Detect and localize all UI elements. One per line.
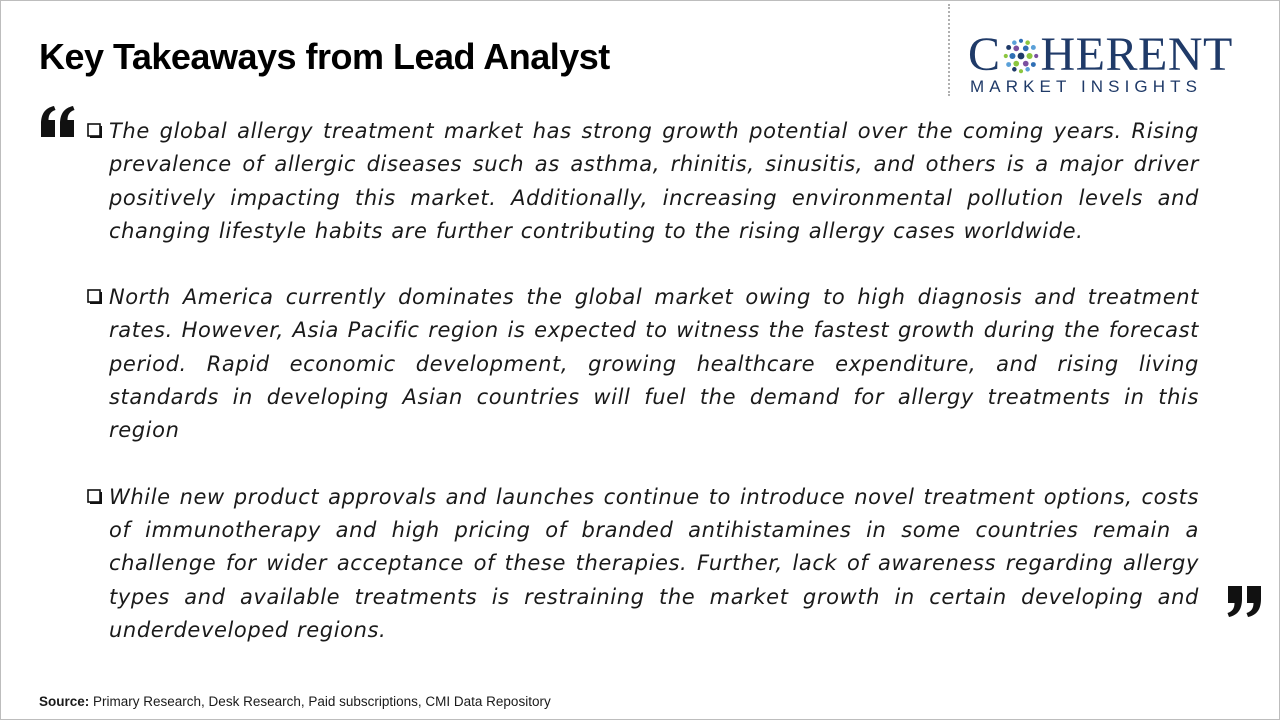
takeaway-text: North America currently dominates the global market owing to high diagnosis and treatment rates. However, Asia Pacific region is expected to witness the fastest growth during the forecast period. Rapid economic development, growing healthcare expenditure, and rising living standards in developing Asian countries will fuel the demand for allergy treatments in this region (109, 285, 1199, 443)
takeaway-item (86, 481, 1199, 647)
hollow-square-bullet-icon (87, 123, 102, 138)
close-quote-icon (1223, 580, 1263, 620)
takeaway-item (86, 115, 1199, 248)
source-text: Primary Research, Desk Research, Paid subscriptions, CMI Data Repository (93, 694, 551, 709)
hollow-square-bullet-icon (87, 489, 102, 504)
hollow-square-bullet-icon (87, 289, 102, 304)
coherent-market-insights-logo (968, 30, 1260, 98)
source-note (39, 694, 551, 709)
logo-dot-globe-icon (1002, 37, 1040, 75)
logo-divider (948, 4, 950, 96)
takeaway-text: The global allergy treatment market has strong growth potential over the coming years. Rising prevalence of allergic diseases such as asthma, rhinitis, sinusitis, and others is a major driver positively impacting this market. Additionally, increasing environmental pollution levels and changing lifestyle habits are further contributing to the rising allergy cases worldwide. (109, 119, 1199, 243)
takeaway-item (86, 281, 1199, 447)
takeaway-text: While new product approvals and launches continue to introduce novel treatment options, costs of immunotherapy and high pricing of branded antihistamines in some countries remain a challenge for wider acceptance of these therapies. Further, lack of awareness regarding allergy types and available treatments is restraining the market growth in certain developing and underdeveloped regions. (109, 484, 1199, 642)
page-title: Key Takeaways from Lead Analyst (39, 36, 610, 77)
takeaways-list (86, 115, 1199, 680)
logo-letters-herent: HERENT (1040, 28, 1233, 81)
logo-tagline: MARKET INSIGHTS (970, 77, 1203, 96)
source-label: Source: (39, 694, 90, 709)
open-quote-icon (39, 103, 79, 143)
logo-wordmark (968, 30, 1260, 80)
logo-letter-c: C (968, 28, 1001, 81)
